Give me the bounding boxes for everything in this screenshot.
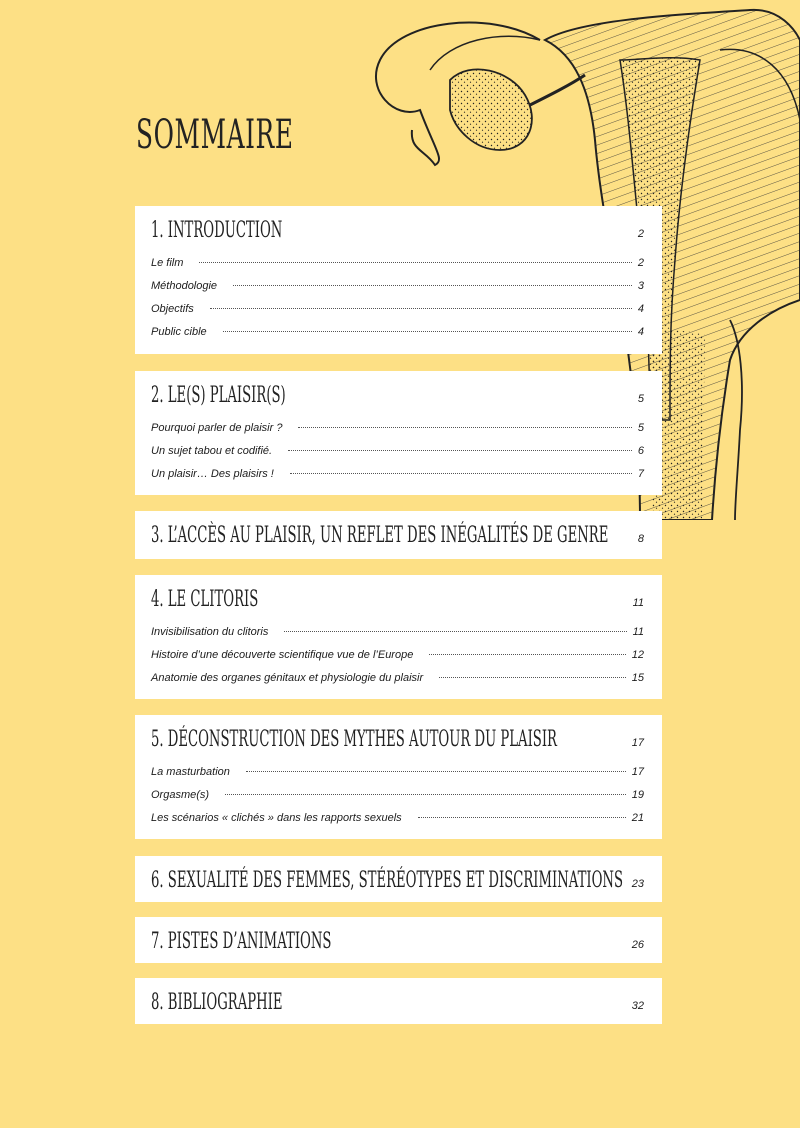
- toc-section-acces-plaisir[interactable]: [135, 511, 662, 559]
- section-page: 23: [631, 878, 644, 890]
- section-title: 1. INTRODUCTION: [151, 218, 283, 243]
- section-title: 3. L’ACCÈS AU PLAISIR, UN REFLET DES INÉGALITÉS DE GENRE: [151, 523, 609, 548]
- section-page: 11: [632, 597, 644, 609]
- toc-section-introduction: [135, 206, 662, 354]
- section-page: 26: [631, 939, 644, 951]
- section-page: 17: [631, 737, 644, 749]
- toc-entry[interactable]: Histoire d’une découverte scientifique vue de l’Europe 12: [151, 649, 644, 661]
- toc-entry[interactable]: Méthodologie 3: [151, 280, 644, 292]
- section-title: 4. LE CLITORIS: [151, 587, 259, 612]
- toc-entry[interactable]: Pourquoi parler de plaisir ? 5: [151, 422, 644, 434]
- toc-entry[interactable]: Orgasme(s) 19: [151, 789, 644, 801]
- section-title: 6. SEXUALITÉ DES FEMMES, STÉRÉOTYPES ET DISCRIMINATIONS: [151, 868, 624, 893]
- toc-section-plaisirs: [135, 371, 662, 495]
- table-of-contents: [135, 206, 662, 1024]
- section-title: 7. PISTES D’ANIMATIONS: [151, 929, 332, 954]
- toc-entry[interactable]: Objectifs 4: [151, 303, 644, 315]
- section-page: 5: [637, 393, 644, 405]
- toc-entry[interactable]: Anatomie des organes génitaux et physiologie du plaisir 15: [151, 672, 644, 684]
- toc-entry[interactable]: La masturbation 17: [151, 766, 644, 778]
- toc-section-clitoris: [135, 575, 662, 699]
- toc-section-animations[interactable]: [135, 917, 662, 963]
- toc-entry[interactable]: Public cible 4: [151, 326, 644, 338]
- section-title: 2. LE(S) PLAISIR(S): [151, 383, 286, 408]
- section-page: 2: [637, 228, 644, 240]
- toc-section-bibliographie[interactable]: [135, 978, 662, 1024]
- toc-entry[interactable]: Un sujet tabou et codifié. 6: [151, 445, 644, 457]
- toc-section-mythes: [135, 715, 662, 839]
- toc-entry[interactable]: Les scénarios « clichés » dans les rapports sexuels 21: [151, 812, 644, 824]
- toc-entry[interactable]: Le film 2: [151, 257, 644, 269]
- section-title: 5. DÉCONSTRUCTION DES MYTHES AUTOUR DU PLAISIR: [151, 727, 557, 752]
- page-title: SOMMAIRE: [136, 112, 294, 158]
- toc-section-sexualite[interactable]: [135, 856, 662, 902]
- section-title: 8. BIBLIOGRAPHIE: [151, 990, 283, 1015]
- section-page: 32: [631, 1000, 644, 1012]
- toc-entry[interactable]: Un plaisir… Des plaisirs ! 7: [151, 468, 644, 480]
- section-page: 8: [637, 533, 644, 545]
- toc-entry[interactable]: Invisibilisation du clitoris 11: [151, 626, 644, 638]
